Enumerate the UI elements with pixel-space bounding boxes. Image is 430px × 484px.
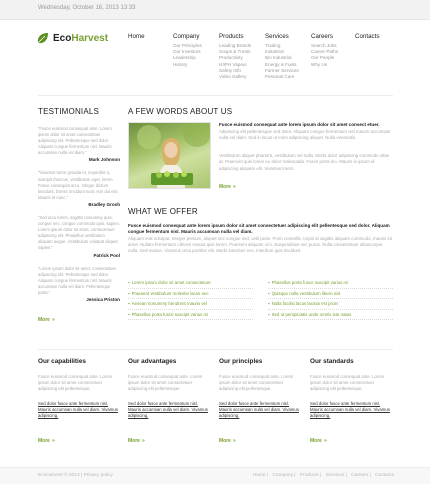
nav-products[interactable]: Products: [219, 33, 244, 40]
nav-sub-item[interactable]: Farmer Services: [265, 67, 299, 73]
nav-company[interactable]: Company: [173, 33, 200, 40]
offer-body: Aliquam erat volutpat. Integer pretium, aliquet nec congue sed, velit pede. Proin convallis, turpis id sagittis aliquam commodo, mauris sit amet. Nullam fermentum ultrices massa quis lorem. Praesent aliquam orci. Suspendisse nec purus. Nulla consectetuer ullamcorper nulla. Sed massa. Vivamus urna porttitor elit. Morbi interdum nec, interdum quis tincidunt.: [128, 235, 392, 254]
column-link[interactable]: Sed dolor fusce ante fermentum nisl. Mauris accumsan nulla vel diam. Vivamus adipiscing.: [219, 400, 299, 419]
testimonials-section: [38, 107, 120, 326]
logo[interactable]: [36, 32, 108, 45]
offer-list-item[interactable]: [268, 289, 393, 300]
column-title: Our standards: [310, 358, 354, 365]
footer-link-careers[interactable]: Careers: [351, 473, 369, 478]
bullet-icon: ▪: [268, 290, 270, 296]
principles-column: [219, 358, 301, 444]
bullet-icon: ▪: [128, 280, 130, 285]
date-text: Wednesday, October 16, 2013 13:33: [38, 5, 136, 11]
more-label: More: [219, 184, 231, 190]
column-more-link[interactable]: [128, 438, 145, 444]
capabilities-column: [38, 358, 120, 444]
leaf-icon: [36, 32, 49, 45]
about-section: [128, 107, 393, 190]
offer-lead: Fusce euismod consequat ante lorem ipsum dolor sit amet consectetuer adipiscing elit pellentesque sed dolor. Aliquam congue fermentum nisl. Mauris accumsan nulla vel diam.: [128, 223, 390, 235]
column-more-link[interactable]: [310, 438, 327, 444]
nav-col-products: [219, 33, 251, 80]
testimonial-quote: “Sed arcu lorem, sagittis nonummy quis, congue nec, congue commodo quis, sapien. Lorem ipsum dolor sit amet, consectetuer adipiscing elit. Phasellus vestibulum aliquam augue. Vestibulum volutpat aliquet sapien.”: [38, 214, 120, 251]
offer-section: [128, 207, 393, 255]
more-label: More: [38, 438, 50, 444]
divider: [38, 349, 393, 350]
arrow-right-icon: »: [232, 438, 236, 444]
column-text: Fusce euismod consequat ante. Lorem ipsum dolor sit amet consectetuer adipiscing elit pellentesque.: [219, 374, 294, 392]
offer-item-label: Quisque nulla vestibulum libero nisl: [271, 290, 341, 296]
footer: [0, 467, 430, 484]
nav-sub-item[interactable]: Leadership: [173, 55, 196, 61]
arrow-right-icon: »: [232, 184, 236, 190]
column-title: Our capabilities: [38, 358, 86, 365]
more-label: More: [310, 438, 322, 444]
nav-sub-item[interactable]: Energy & Fuels: [265, 61, 297, 67]
nav-sub-item[interactable]: Bio Industrial: [265, 55, 292, 61]
divider: [38, 95, 393, 96]
nav-sub-item[interactable]: H3PH Vapeur: [219, 61, 248, 67]
testimonial-author: Mark Johnson: [88, 157, 120, 163]
about-photo: [128, 122, 211, 189]
nav-col-home: [128, 33, 145, 43]
offer-list-item[interactable]: [268, 299, 393, 310]
testimonial-author: Jessica Priston: [86, 296, 120, 302]
testimonials-title: TESTIMONIALS: [38, 107, 100, 116]
footer-link-contacts[interactable]: Contacts: [375, 473, 394, 478]
logo-text-part2: Harvest: [71, 33, 109, 44]
bullet-icon: ▪: [268, 301, 270, 307]
column-more-link[interactable]: [38, 438, 55, 444]
nav-sub-item[interactable]: Soups & Treats: [219, 49, 251, 55]
offer-item-label: Phasellus porta fusce suscipit varius mi: [131, 311, 209, 317]
offer-item-label: Nulla facilisi lacus lacinia est proin: [271, 301, 338, 307]
nav-sub-item[interactable]: Our People: [311, 55, 335, 61]
nav-sub-item[interactable]: Industrial: [265, 49, 284, 55]
offer-list-item[interactable]: [128, 289, 253, 300]
column-title: Our advantages: [128, 358, 177, 365]
nav-sub-item[interactable]: Productivity: [219, 55, 243, 61]
column-title: Our principles: [219, 358, 263, 365]
nav-sub-item[interactable]: Search Jobs: [311, 43, 337, 48]
arrow-right-icon: »: [51, 438, 55, 444]
about-lead: Fusce euismod consequat ante lorem ipsum dolor sit amet consect etuer.: [219, 122, 380, 127]
bullet-icon: ▪: [128, 290, 130, 296]
nav-sub-item[interactable]: History: [173, 61, 188, 67]
nav-sub-item[interactable]: Our Investors: [173, 49, 201, 55]
arrow-right-icon: »: [141, 438, 145, 444]
more-label: More: [128, 438, 140, 444]
advantages-column: [128, 358, 210, 444]
column-link[interactable]: Sed dolor fusce ante fermentum nisl. Mauris accumsan nulla vel diam. Vivamus adipiscing.: [128, 400, 208, 419]
offer-title: WHAT WE OFFER: [128, 207, 198, 216]
testimonial-author: Patrick Pool: [93, 252, 120, 258]
offer-list-item[interactable]: [268, 278, 393, 289]
nav-careers[interactable]: Careers: [311, 33, 334, 40]
about-body: Adipiscing elit pellentesque sed dolor. Aliquam congue fermentum nisl mauris accumsan nulla vel diam. Sed in lacus ut enim adipiscing aliquet. Nulla venenatis.: [219, 129, 391, 141]
testimonial-quote: “Fusce euismod consequat ante. Lorem ipsum dolor sit amet consectetuer adipiscing elit. Pellentesque sed dolor. Aliquam congue fermentum nisl. Mauris accumsan nulla vel diam.”: [38, 126, 112, 156]
bullet-icon: ▪: [268, 311, 270, 317]
about-body-2: Vestibulum aliquet pharetra, vestibulum vel nulla. Morbi dolor adipiscing commodo vitae at. Praesent quis lorem eu dolor malesuada. Fusce porta leo. Mauris in ipsum id adipiscing aliquam elit. Vivamus lorem.: [219, 153, 390, 171]
top-bar: [0, 0, 430, 20]
column-more-link[interactable]: [219, 438, 236, 444]
bullet-icon: ▪: [128, 301, 130, 307]
arrow-right-icon: »: [51, 316, 55, 323]
nav-sub-item[interactable]: Video Gallery: [219, 74, 247, 80]
nav-sub-item[interactable]: Trading: [265, 43, 281, 48]
offer-item-label: Phasellus porta fusce suscipit varius mi: [271, 280, 349, 285]
nav-sub-item[interactable]: Personal Care: [265, 74, 295, 80]
more-label: More: [219, 438, 231, 444]
offer-item-label: Praesent vestibulum molestie lacus nec: [131, 290, 209, 296]
logo-text-part1: Eco: [53, 33, 72, 44]
offer-item-label: Aenean nonummy hendrerit mauris vel: [131, 301, 207, 307]
more-label: More: [38, 316, 50, 323]
footer-nav: Home | Company | Products | Services | Careers | Contacts: [252, 473, 394, 478]
testimonial-author: Bradley Grosh: [88, 201, 120, 207]
column-text: Fusce euismod consequat ante. Lorem ipsum dolor sit amet consectetuer adipiscing elit pellentesque.: [128, 374, 203, 392]
offer-item-label: Lorem ipsum dolor sit amet consectetuer: [131, 280, 211, 285]
nav-sub-item[interactable]: Our Principles: [173, 43, 202, 48]
nav-sub-item[interactable]: Career Paths: [311, 49, 339, 55]
offer-list-item[interactable]: [128, 310, 253, 321]
footer-link-services[interactable]: Services: [325, 473, 345, 478]
footer-link-company[interactable]: Company: [272, 473, 293, 478]
standards-column: [310, 358, 392, 444]
offer-list-item[interactable]: [128, 278, 253, 289]
bullet-icon: ▪: [128, 311, 130, 317]
offer-list-item[interactable]: [268, 310, 393, 321]
about-title: A FEW WORDS ABOUT US: [128, 107, 233, 116]
nav-contacts[interactable]: Contacts: [355, 33, 380, 40]
nav-col-company: [173, 33, 202, 68]
arrow-right-icon: »: [323, 438, 327, 444]
column-text: Fusce euismod consequat ante. Lorem ipsum dolor sit amet consectetuer adipiscing elit pellentesque.: [38, 374, 113, 392]
nav-sub-item[interactable]: Why Us: [311, 61, 328, 67]
column-link[interactable]: Sed dolor fusce ante fermentum nisl. Mauris accumsan nulla vel diam. Vivamus adipiscing.: [38, 400, 118, 419]
offer-list-left: [128, 278, 253, 320]
nav-col-services: [265, 33, 299, 80]
testimonial-quote: “Lorem ipsum dolor sit amet, consectetuer adipiscing elit. Pellentesque sed dolor. Aliquam congue fermentum nisl. Mauris accumsan nulla vel diam, Pellentesque porta.”: [38, 265, 117, 295]
footer-link-products[interactable]: Products: [299, 473, 319, 478]
logo-text: [53, 33, 108, 44]
offer-list-right: [268, 278, 393, 320]
offer-list-item[interactable]: [128, 299, 253, 310]
nav-col-careers: [311, 33, 338, 68]
about-more-link[interactable]: [219, 184, 236, 190]
footer-link-home[interactable]: Home: [252, 473, 266, 478]
nav-sub-item[interactable]: Leading Brands: [219, 43, 252, 48]
column-text: Fusce euismod consequat ante. Lorem ipsum dolor sit amet consectetuer adipiscing elit pellentesque.: [310, 374, 385, 392]
nav-home[interactable]: Home: [128, 33, 145, 40]
nav-services[interactable]: Services: [265, 33, 289, 40]
testimonial-quote: “Vivamus tortor gravida et, imperdiet a, suscipit rhoncus, vestibulum eget, lorem. Fusce consequat arcu. Integer dictum tincidunt. Donec tincidunt nunc non dui nisl. Mauris et nunc.”: [38, 170, 119, 200]
column-link[interactable]: Sed dolor fusce ante fermentum nisl. Mauris accumsan nulla vel diam. Vivamus adipiscing.: [310, 400, 390, 419]
nav-col-contacts: [355, 33, 379, 43]
nav-sub-item[interactable]: Safety Info: [219, 67, 241, 73]
offer-item-label: Sed ut perspiciatis unde omnis iste natus: [271, 311, 352, 317]
footer-copyright: EcoHarvest © 2013 | Privacy policy: [38, 473, 113, 478]
testimonials-more-link[interactable]: [38, 317, 55, 323]
bullet-icon: ▪: [268, 280, 270, 285]
